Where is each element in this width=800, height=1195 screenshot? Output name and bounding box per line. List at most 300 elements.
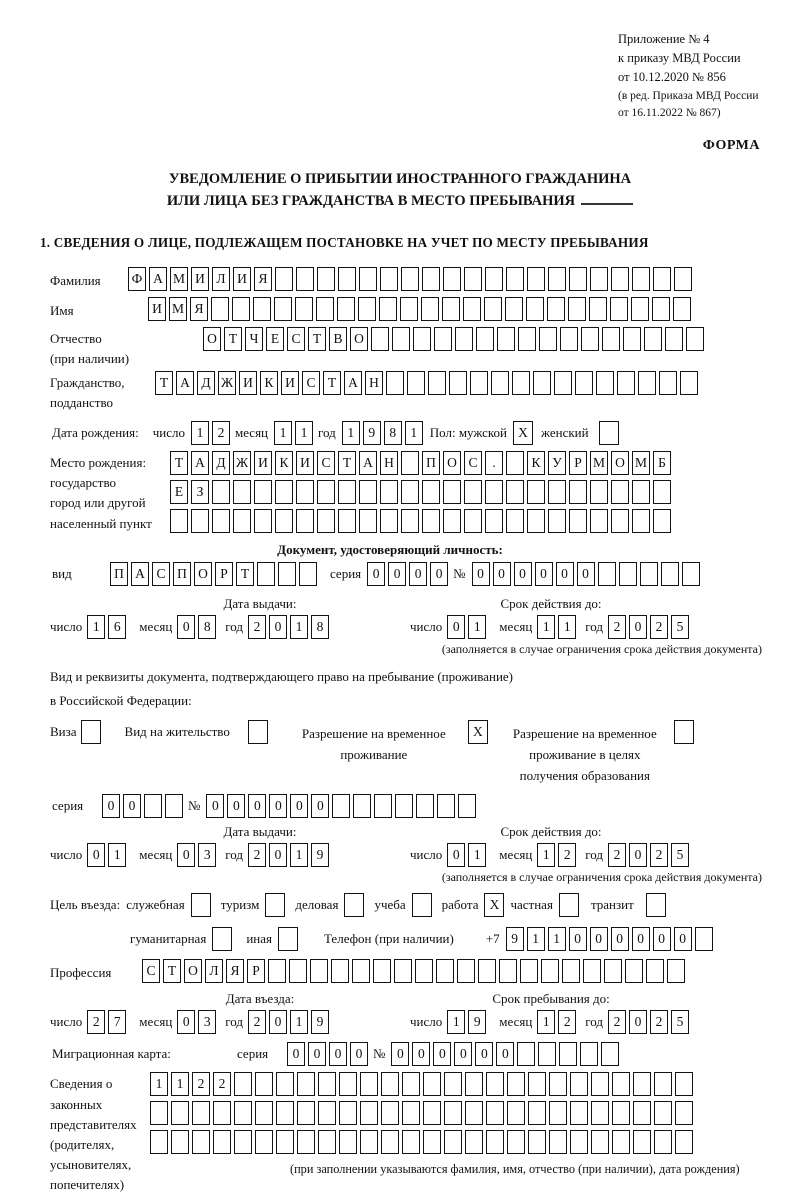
char-cell[interactable]: А: [149, 267, 167, 291]
char-cell[interactable]: [150, 1101, 168, 1125]
char-cell[interactable]: [652, 297, 670, 321]
char-cell[interactable]: [360, 1072, 378, 1096]
char-cell[interactable]: 2: [608, 1010, 626, 1034]
char-cell[interactable]: [549, 1130, 567, 1154]
char-cell[interactable]: [568, 297, 586, 321]
char-cell[interactable]: А: [176, 371, 194, 395]
char-cell[interactable]: [297, 1072, 315, 1096]
char-cell[interactable]: [338, 509, 356, 533]
char-cell[interactable]: 8: [384, 421, 402, 445]
char-cell[interactable]: У: [548, 451, 566, 475]
char-cell[interactable]: 0: [590, 927, 608, 951]
char-cell[interactable]: 0: [472, 562, 490, 586]
char-cell[interactable]: 0: [577, 562, 595, 586]
char-cell[interactable]: [233, 480, 251, 504]
char-cell[interactable]: [653, 267, 671, 291]
char-cell[interactable]: 0: [269, 615, 287, 639]
char-cell[interactable]: 0: [87, 843, 105, 867]
char-cell[interactable]: [339, 1130, 357, 1154]
char-cell[interactable]: Т: [323, 371, 341, 395]
char-cell[interactable]: [570, 1101, 588, 1125]
char-cell[interactable]: 0: [611, 927, 629, 951]
char-cell[interactable]: [612, 1101, 630, 1125]
checkbox-purpose-study[interactable]: [412, 893, 432, 917]
char-cell[interactable]: [686, 327, 704, 351]
char-cell[interactable]: [443, 480, 461, 504]
char-cell[interactable]: 1: [468, 615, 486, 639]
char-cell[interactable]: И: [254, 451, 272, 475]
char-cell[interactable]: [457, 959, 475, 983]
char-cell[interactable]: С: [287, 327, 305, 351]
char-cell[interactable]: [612, 1130, 630, 1154]
char-cell[interactable]: [268, 959, 286, 983]
char-cell[interactable]: 0: [269, 843, 287, 867]
char-cell[interactable]: 2: [650, 615, 668, 639]
char-cell[interactable]: [170, 509, 188, 533]
char-cell[interactable]: [381, 1101, 399, 1125]
char-cell[interactable]: [638, 371, 656, 395]
char-cell[interactable]: 1: [274, 421, 292, 445]
char-cell[interactable]: [601, 1042, 619, 1066]
char-cell[interactable]: [296, 267, 314, 291]
char-cell[interactable]: [560, 327, 578, 351]
char-cell[interactable]: [422, 509, 440, 533]
char-cell[interactable]: [632, 509, 650, 533]
char-cell[interactable]: [625, 959, 643, 983]
char-cell[interactable]: [276, 1072, 294, 1096]
char-cell[interactable]: [407, 371, 425, 395]
checkbox-gender-female[interactable]: [599, 421, 619, 445]
char-cell[interactable]: 1: [405, 421, 423, 445]
char-cell[interactable]: [591, 1072, 609, 1096]
char-cell[interactable]: Ч: [245, 327, 263, 351]
char-cell[interactable]: 2: [248, 615, 266, 639]
char-cell[interactable]: [401, 509, 419, 533]
char-cell[interactable]: [381, 1130, 399, 1154]
char-cell[interactable]: [682, 562, 700, 586]
char-cell[interactable]: В: [329, 327, 347, 351]
char-cell[interactable]: [527, 267, 545, 291]
char-cell[interactable]: [464, 509, 482, 533]
char-cell[interactable]: [631, 297, 649, 321]
char-cell[interactable]: [458, 794, 476, 818]
char-cell[interactable]: [332, 794, 350, 818]
char-cell[interactable]: 0: [454, 1042, 472, 1066]
char-cell[interactable]: [528, 1072, 546, 1096]
char-cell[interactable]: 2: [650, 1010, 668, 1034]
char-cell[interactable]: С: [317, 451, 335, 475]
char-cell[interactable]: [428, 371, 446, 395]
checkbox-purpose-tourism[interactable]: [265, 893, 285, 917]
char-cell[interactable]: [352, 959, 370, 983]
char-cell[interactable]: [632, 480, 650, 504]
char-cell[interactable]: [465, 1101, 483, 1125]
char-cell[interactable]: 9: [311, 843, 329, 867]
checkbox-gender-male[interactable]: X: [513, 421, 533, 445]
char-cell[interactable]: [533, 371, 551, 395]
char-cell[interactable]: Я: [254, 267, 272, 291]
char-cell[interactable]: [402, 1101, 420, 1125]
char-cell[interactable]: [276, 1130, 294, 1154]
char-cell[interactable]: 5: [671, 843, 689, 867]
char-cell[interactable]: [680, 371, 698, 395]
char-cell[interactable]: 0: [632, 927, 650, 951]
char-cell[interactable]: [337, 297, 355, 321]
char-cell[interactable]: 0: [629, 615, 647, 639]
char-cell[interactable]: [434, 327, 452, 351]
char-cell[interactable]: Т: [338, 451, 356, 475]
char-cell[interactable]: Т: [163, 959, 181, 983]
char-cell[interactable]: 1: [108, 843, 126, 867]
char-cell[interactable]: [255, 1101, 273, 1125]
char-cell[interactable]: Ж: [218, 371, 236, 395]
char-cell[interactable]: М: [632, 451, 650, 475]
char-cell[interactable]: 0: [496, 1042, 514, 1066]
char-cell[interactable]: [665, 327, 683, 351]
char-cell[interactable]: [667, 959, 685, 983]
char-cell[interactable]: [478, 959, 496, 983]
char-cell[interactable]: [254, 480, 272, 504]
char-cell[interactable]: [276, 1101, 294, 1125]
char-cell[interactable]: [623, 327, 641, 351]
char-cell[interactable]: [422, 267, 440, 291]
char-cell[interactable]: 2: [87, 1010, 105, 1034]
char-cell[interactable]: 2: [608, 843, 626, 867]
char-cell[interactable]: [318, 1101, 336, 1125]
char-cell[interactable]: 0: [290, 794, 308, 818]
checkbox-purpose-other[interactable]: [278, 927, 298, 951]
char-cell[interactable]: 1: [342, 421, 360, 445]
checkbox-visa[interactable]: [81, 720, 101, 744]
char-cell[interactable]: [570, 1072, 588, 1096]
char-cell[interactable]: [296, 480, 314, 504]
char-cell[interactable]: 0: [269, 794, 287, 818]
char-cell[interactable]: [449, 371, 467, 395]
char-cell[interactable]: [539, 327, 557, 351]
char-cell[interactable]: [274, 297, 292, 321]
char-cell[interactable]: 1: [537, 843, 555, 867]
char-cell[interactable]: [402, 1130, 420, 1154]
char-cell[interactable]: [506, 267, 524, 291]
char-cell[interactable]: [380, 509, 398, 533]
char-cell[interactable]: [612, 1072, 630, 1096]
char-cell[interactable]: [633, 1130, 651, 1154]
char-cell[interactable]: Я: [190, 297, 208, 321]
char-cell[interactable]: Я: [226, 959, 244, 983]
char-cell[interactable]: [371, 327, 389, 351]
char-cell[interactable]: [654, 1072, 672, 1096]
char-cell[interactable]: И: [148, 297, 166, 321]
char-cell[interactable]: [191, 509, 209, 533]
title-blank-line[interactable]: [581, 193, 633, 205]
char-cell[interactable]: [485, 480, 503, 504]
checkbox-purpose-private[interactable]: [559, 893, 579, 917]
char-cell[interactable]: [581, 327, 599, 351]
char-cell[interactable]: 5: [671, 615, 689, 639]
char-cell[interactable]: 7: [108, 1010, 126, 1034]
char-cell[interactable]: [659, 371, 677, 395]
checkbox-purpose-business[interactable]: [344, 893, 364, 917]
char-cell[interactable]: [295, 297, 313, 321]
char-cell[interactable]: [442, 297, 460, 321]
char-cell[interactable]: [374, 794, 392, 818]
char-cell[interactable]: [575, 371, 593, 395]
char-cell[interactable]: И: [191, 267, 209, 291]
char-cell[interactable]: К: [260, 371, 278, 395]
char-cell[interactable]: 0: [177, 843, 195, 867]
char-cell[interactable]: [633, 1072, 651, 1096]
char-cell[interactable]: [359, 267, 377, 291]
char-cell[interactable]: [644, 327, 662, 351]
char-cell[interactable]: 9: [468, 1010, 486, 1034]
char-cell[interactable]: [386, 371, 404, 395]
char-cell[interactable]: [486, 1072, 504, 1096]
char-cell[interactable]: 0: [430, 562, 448, 586]
char-cell[interactable]: [548, 480, 566, 504]
char-cell[interactable]: 1: [290, 843, 308, 867]
char-cell[interactable]: [297, 1130, 315, 1154]
char-cell[interactable]: [646, 959, 664, 983]
char-cell[interactable]: 0: [447, 615, 465, 639]
char-cell[interactable]: [485, 267, 503, 291]
checkbox-purpose-transit[interactable]: [646, 893, 666, 917]
char-cell[interactable]: [604, 959, 622, 983]
char-cell[interactable]: [653, 480, 671, 504]
char-cell[interactable]: Т: [155, 371, 173, 395]
char-cell[interactable]: [401, 480, 419, 504]
char-cell[interactable]: 0: [433, 1042, 451, 1066]
char-cell[interactable]: [358, 297, 376, 321]
char-cell[interactable]: [674, 267, 692, 291]
char-cell[interactable]: [339, 1101, 357, 1125]
char-cell[interactable]: 0: [535, 562, 553, 586]
char-cell[interactable]: [520, 959, 538, 983]
char-cell[interactable]: 2: [558, 1010, 576, 1034]
char-cell[interactable]: Н: [380, 451, 398, 475]
char-cell[interactable]: [253, 297, 271, 321]
char-cell[interactable]: 0: [514, 562, 532, 586]
char-cell[interactable]: [549, 1072, 567, 1096]
char-cell[interactable]: Т: [308, 327, 326, 351]
char-cell[interactable]: [211, 297, 229, 321]
char-cell[interactable]: [213, 1130, 231, 1154]
char-cell[interactable]: [617, 371, 635, 395]
char-cell[interactable]: [317, 480, 335, 504]
char-cell[interactable]: [192, 1101, 210, 1125]
char-cell[interactable]: [275, 509, 293, 533]
char-cell[interactable]: [392, 327, 410, 351]
char-cell[interactable]: 0: [177, 1010, 195, 1034]
char-cell[interactable]: 0: [391, 1042, 409, 1066]
char-cell[interactable]: [360, 1130, 378, 1154]
char-cell[interactable]: .: [485, 451, 503, 475]
char-cell[interactable]: [254, 509, 272, 533]
char-cell[interactable]: [455, 327, 473, 351]
char-cell[interactable]: М: [170, 267, 188, 291]
char-cell[interactable]: А: [191, 451, 209, 475]
char-cell[interactable]: [506, 509, 524, 533]
char-cell[interactable]: [497, 327, 515, 351]
char-cell[interactable]: Л: [212, 267, 230, 291]
char-cell[interactable]: [444, 1130, 462, 1154]
char-cell[interactable]: 0: [629, 1010, 647, 1034]
char-cell[interactable]: 0: [227, 794, 245, 818]
char-cell[interactable]: С: [152, 562, 170, 586]
char-cell[interactable]: 2: [558, 843, 576, 867]
char-cell[interactable]: [257, 562, 275, 586]
char-cell[interactable]: 3: [198, 1010, 216, 1034]
char-cell[interactable]: [507, 1130, 525, 1154]
char-cell[interactable]: О: [184, 959, 202, 983]
char-cell[interactable]: 3: [198, 843, 216, 867]
char-cell[interactable]: А: [359, 451, 377, 475]
char-cell[interactable]: [517, 1042, 535, 1066]
char-cell[interactable]: 5: [671, 1010, 689, 1034]
char-cell[interactable]: [506, 480, 524, 504]
char-cell[interactable]: [353, 794, 371, 818]
char-cell[interactable]: [619, 562, 637, 586]
char-cell[interactable]: [505, 297, 523, 321]
char-cell[interactable]: [331, 959, 349, 983]
char-cell[interactable]: [654, 1101, 672, 1125]
char-cell[interactable]: С: [302, 371, 320, 395]
char-cell[interactable]: Б: [653, 451, 671, 475]
char-cell[interactable]: [423, 1101, 441, 1125]
char-cell[interactable]: П: [173, 562, 191, 586]
char-cell[interactable]: [527, 480, 545, 504]
char-cell[interactable]: [416, 794, 434, 818]
char-cell[interactable]: [275, 267, 293, 291]
char-cell[interactable]: [444, 1101, 462, 1125]
char-cell[interactable]: [499, 959, 517, 983]
char-cell[interactable]: 0: [674, 927, 692, 951]
char-cell[interactable]: [299, 562, 317, 586]
char-cell[interactable]: [675, 1072, 693, 1096]
char-cell[interactable]: [611, 480, 629, 504]
char-cell[interactable]: К: [527, 451, 545, 475]
char-cell[interactable]: [591, 1130, 609, 1154]
checkbox-residence-permit[interactable]: [248, 720, 268, 744]
char-cell[interactable]: [661, 562, 679, 586]
char-cell[interactable]: [598, 562, 616, 586]
char-cell[interactable]: 0: [447, 843, 465, 867]
char-cell[interactable]: Т: [224, 327, 242, 351]
checkbox-purpose-humanitarian[interactable]: [212, 927, 232, 951]
char-cell[interactable]: 2: [213, 1072, 231, 1096]
char-cell[interactable]: [675, 1101, 693, 1125]
char-cell[interactable]: [165, 794, 183, 818]
char-cell[interactable]: [554, 371, 572, 395]
char-cell[interactable]: [437, 794, 455, 818]
char-cell[interactable]: [541, 959, 559, 983]
char-cell[interactable]: 1: [290, 1010, 308, 1034]
char-cell[interactable]: [338, 480, 356, 504]
char-cell[interactable]: [569, 267, 587, 291]
char-cell[interactable]: З: [191, 480, 209, 504]
char-cell[interactable]: [373, 959, 391, 983]
char-cell[interactable]: М: [590, 451, 608, 475]
char-cell[interactable]: О: [443, 451, 461, 475]
char-cell[interactable]: [547, 297, 565, 321]
char-cell[interactable]: 9: [311, 1010, 329, 1034]
char-cell[interactable]: И: [239, 371, 257, 395]
char-cell[interactable]: [611, 509, 629, 533]
checkbox-purpose-official[interactable]: [191, 893, 211, 917]
char-cell[interactable]: [548, 267, 566, 291]
char-cell[interactable]: 2: [608, 615, 626, 639]
checkbox-temp-residence[interactable]: X: [468, 720, 488, 744]
char-cell[interactable]: 0: [177, 615, 195, 639]
char-cell[interactable]: 0: [493, 562, 511, 586]
char-cell[interactable]: [507, 1101, 525, 1125]
char-cell[interactable]: [548, 509, 566, 533]
char-cell[interactable]: [695, 927, 713, 951]
char-cell[interactable]: Ж: [233, 451, 251, 475]
char-cell[interactable]: 1: [548, 927, 566, 951]
char-cell[interactable]: [476, 327, 494, 351]
char-cell[interactable]: [518, 327, 536, 351]
char-cell[interactable]: [234, 1101, 252, 1125]
char-cell[interactable]: [590, 509, 608, 533]
char-cell[interactable]: 1: [468, 843, 486, 867]
checkbox-purpose-work[interactable]: X: [484, 893, 504, 917]
char-cell[interactable]: С: [464, 451, 482, 475]
char-cell[interactable]: [379, 297, 397, 321]
char-cell[interactable]: [654, 1130, 672, 1154]
char-cell[interactable]: 9: [506, 927, 524, 951]
char-cell[interactable]: [360, 1101, 378, 1125]
char-cell[interactable]: 0: [123, 794, 141, 818]
char-cell[interactable]: [400, 297, 418, 321]
char-cell[interactable]: [192, 1130, 210, 1154]
char-cell[interactable]: 8: [311, 615, 329, 639]
char-cell[interactable]: [562, 959, 580, 983]
char-cell[interactable]: [528, 1130, 546, 1154]
char-cell[interactable]: 0: [269, 1010, 287, 1034]
char-cell[interactable]: [289, 959, 307, 983]
char-cell[interactable]: Р: [247, 959, 265, 983]
char-cell[interactable]: [232, 297, 250, 321]
char-cell[interactable]: [527, 509, 545, 533]
char-cell[interactable]: 1: [527, 927, 545, 951]
char-cell[interactable]: [444, 1072, 462, 1096]
char-cell[interactable]: [590, 480, 608, 504]
char-cell[interactable]: [213, 1101, 231, 1125]
char-cell[interactable]: [569, 480, 587, 504]
char-cell[interactable]: [318, 1072, 336, 1096]
char-cell[interactable]: [359, 509, 377, 533]
char-cell[interactable]: Д: [197, 371, 215, 395]
char-cell[interactable]: О: [203, 327, 221, 351]
char-cell[interactable]: [380, 267, 398, 291]
char-cell[interactable]: [275, 480, 293, 504]
char-cell[interactable]: 0: [350, 1042, 368, 1066]
char-cell[interactable]: 1: [290, 615, 308, 639]
char-cell[interactable]: [380, 480, 398, 504]
char-cell[interactable]: Н: [365, 371, 383, 395]
char-cell[interactable]: [464, 480, 482, 504]
char-cell[interactable]: [569, 509, 587, 533]
char-cell[interactable]: Л: [205, 959, 223, 983]
char-cell[interactable]: [423, 1130, 441, 1154]
char-cell[interactable]: [507, 1072, 525, 1096]
char-cell[interactable]: 8: [198, 615, 216, 639]
char-cell[interactable]: [234, 1130, 252, 1154]
char-cell[interactable]: [633, 1101, 651, 1125]
char-cell[interactable]: О: [611, 451, 629, 475]
char-cell[interactable]: [485, 509, 503, 533]
char-cell[interactable]: [512, 371, 530, 395]
